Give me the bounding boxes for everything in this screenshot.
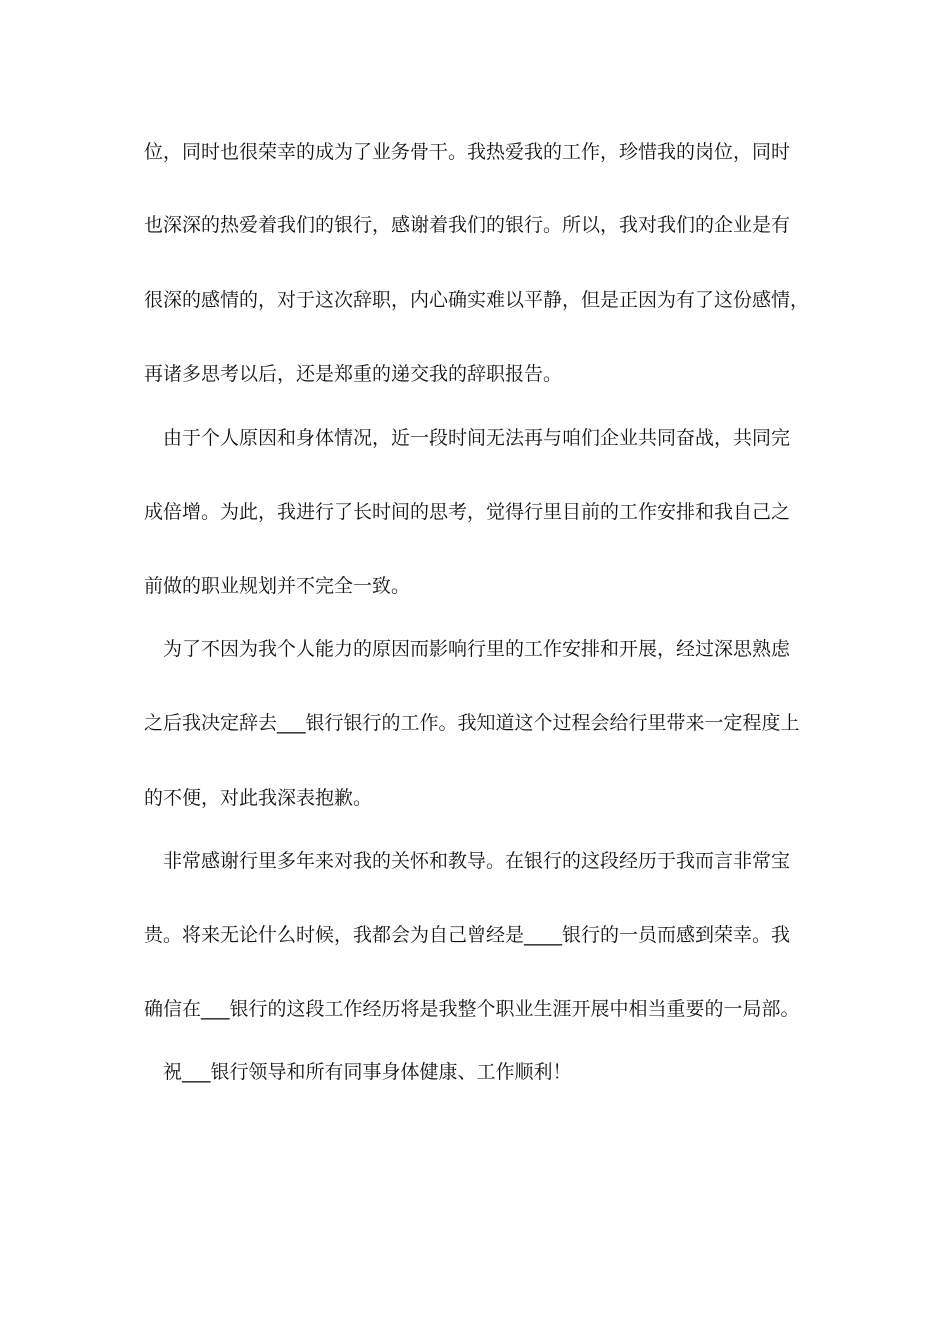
paragraph-line-6: 成倍增。为此，我进行了长时间的思考，觉得行里目前的工作安排和我自己之 [144,501,791,523]
paragraph-line-4: 再诸多思考以后，还是郑重的递交我的辞职报告。 [144,363,563,385]
paragraph-line-11: 非常感谢行里多年来对我的关怀和教导。在银行的这段经历于我而言非常宝 [163,850,791,872]
paragraph-line-12: 贵。将来无论什么时候，我都会为自己曾经是____银行的一员而感到荣幸。我 [144,924,791,946]
paragraph-line-5: 由于个人原因和身体情况，近一段时间无法再与咱们企业共同奋战，共同完 [163,427,791,449]
paragraph-line-10: 的不便，对此我深表抱歉。 [144,787,373,809]
paragraph-line-7: 前做的职业规划并不完全一致。 [144,575,411,597]
paragraph-line-13: 确信在___银行的这段工作经历将是我整个职业生涯开展中相当重要的一局部。 [144,998,800,1020]
closing-wish-line: 祝___银行领导和所有同事身体健康、工作顺利！ [163,1061,572,1083]
paragraph-line-8: 为了不因为我个人能力的原因而影响行里的工作安排和开展，经过深思熟虑 [163,638,791,660]
paragraph-line-3: 很深的感情的，对于这次辞职，内心确实难以平静，但是正因为有了这份感情， [144,289,810,311]
paragraph-line-2: 也深深的热爱着我们的银行，感谢着我们的银行。所以，我对我们的企业是有 [144,214,791,236]
paragraph-line-9: 之后我决定辞去___银行银行的工作。我知道这个过程会给行里带来一定程度上 [144,712,800,734]
paragraph-line-1: 位，同时也很荣幸的成为了业务骨干。我热爱我的工作，珍惜我的岗位，同时 [144,141,791,163]
